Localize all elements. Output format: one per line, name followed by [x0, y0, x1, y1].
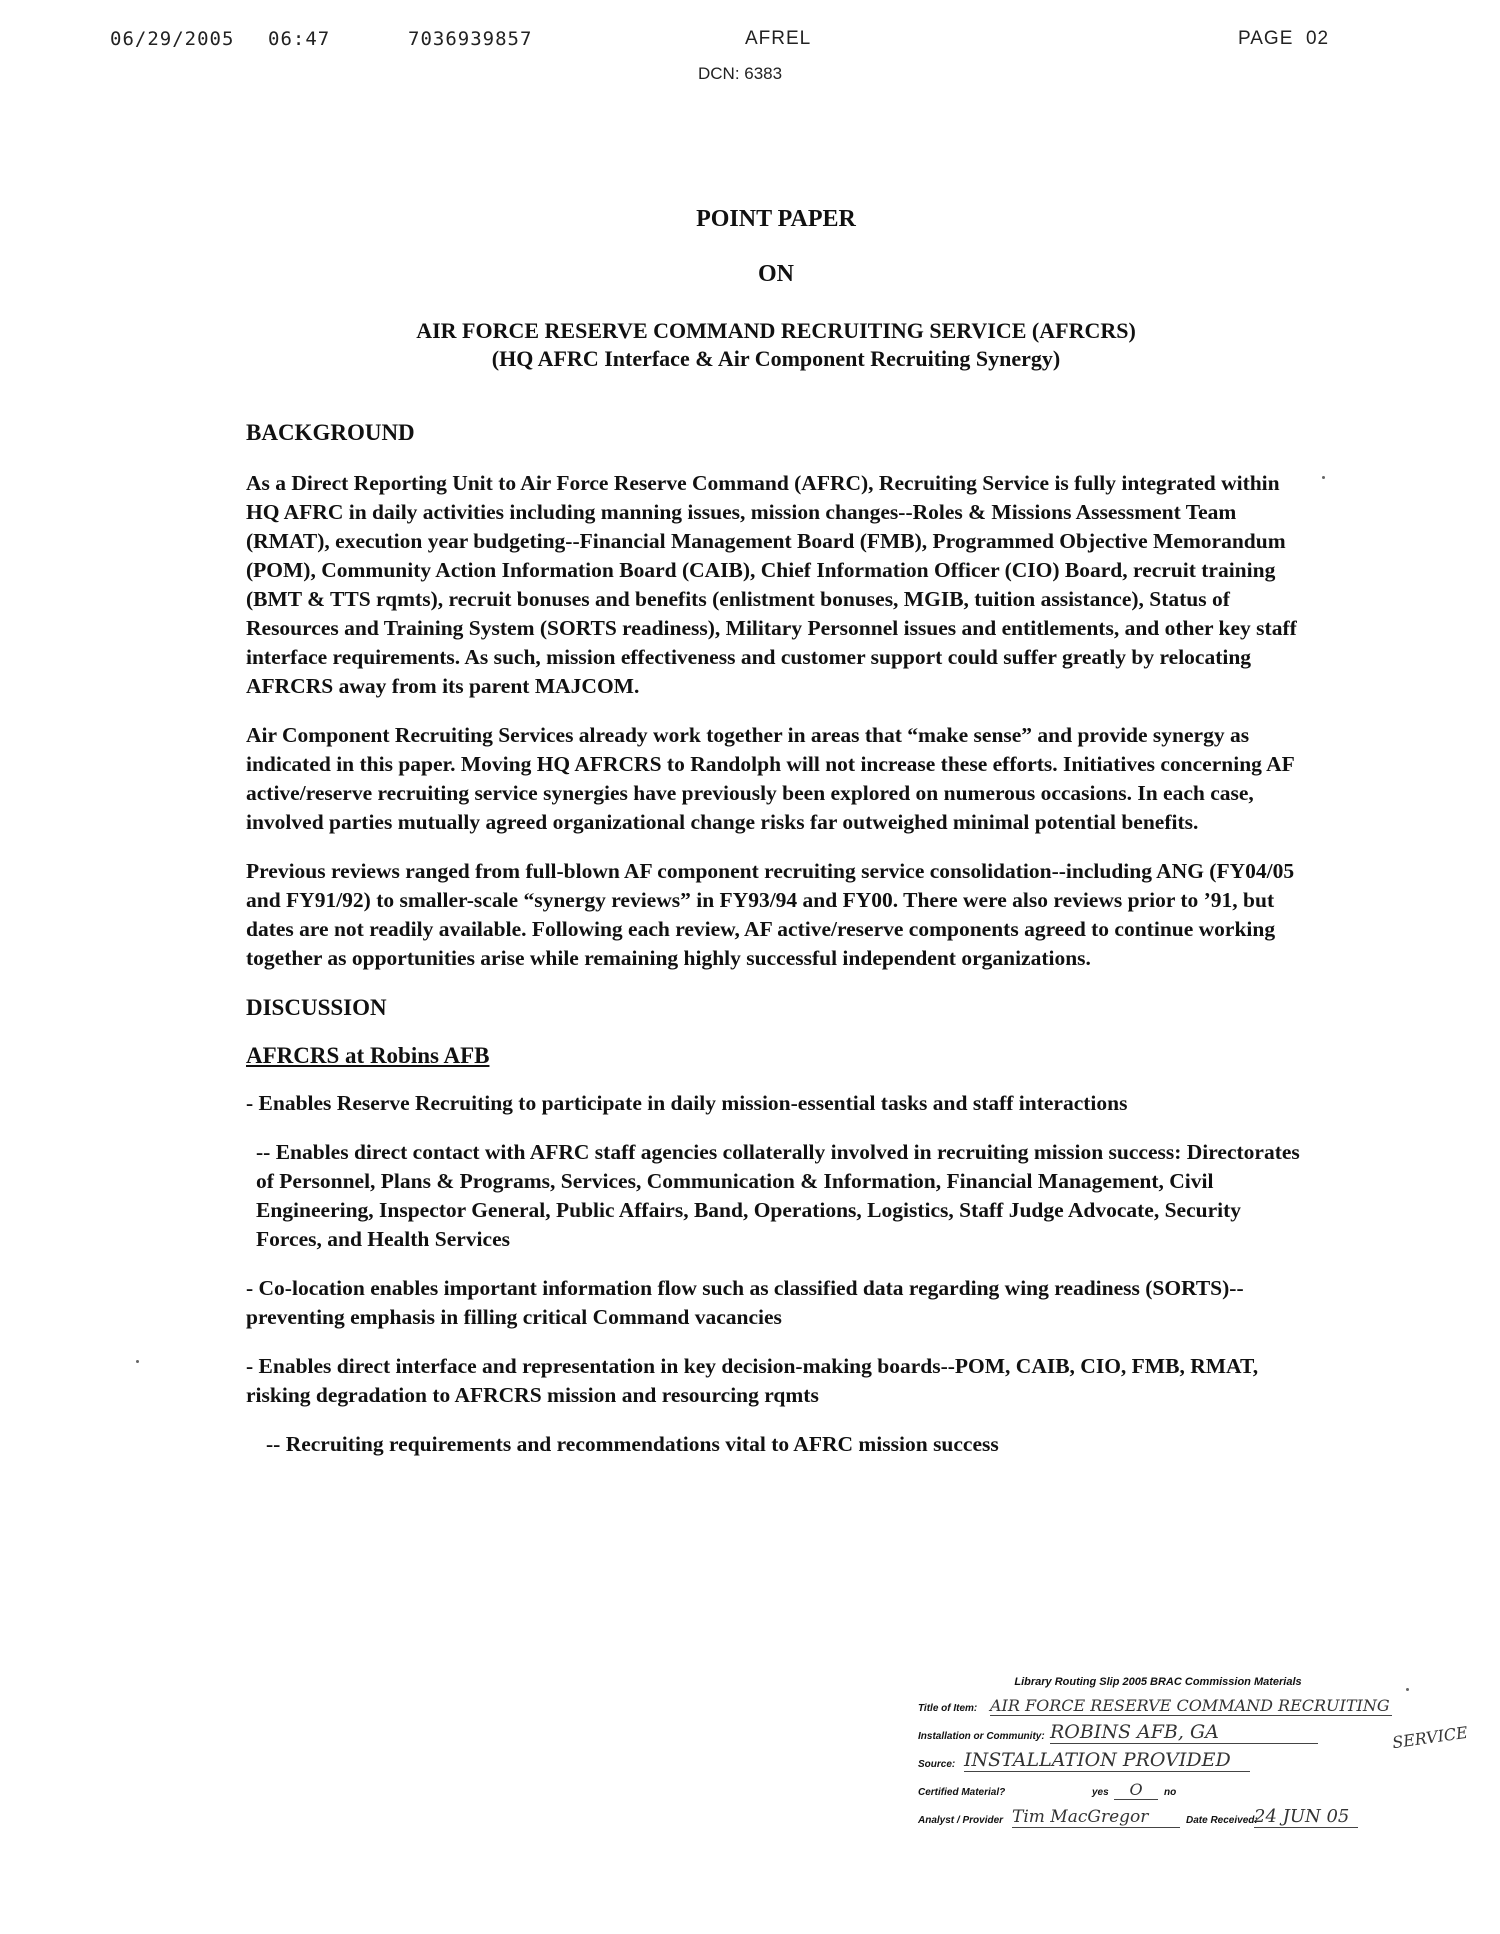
slip-date-label: Date Received:	[1186, 1815, 1258, 1826]
bullet-item: - Enables direct interface and representation in key decision-making boards--POM, CAIB, CIO, FMB, RMAT, risking degradation to AFRCRS mission and resourcing rqmts	[246, 1354, 1259, 1407]
slip-installation-value: ROBINS AFB, GA	[1050, 1721, 1318, 1744]
fax-page: PAGE 02	[1238, 28, 1330, 49]
scan-speck	[136, 1360, 139, 1363]
discussion-heading: DISCUSSION	[246, 995, 387, 1020]
slip-title-value: AIR FORCE RESERVE COMMAND RECRUITING	[990, 1696, 1392, 1716]
bullet-item: - Enables Reserve Recruiting to participate in daily mission-essential tasks and staff interactions	[246, 1091, 1128, 1115]
slip-installation-label: Installation or Community:	[918, 1731, 1045, 1742]
title-line-4: (HQ AFRC Interface & Air Component Recruiting Synergy)	[491, 346, 1061, 371]
slip-source-value: INSTALLATION PROVIDED	[964, 1749, 1250, 1772]
slip-source-label: Source:	[918, 1759, 956, 1770]
afrcrs-robins-subheading: AFRCRS at Robins AFB	[246, 1043, 490, 1068]
scan-speck	[1322, 476, 1325, 479]
title-line-2: ON	[758, 261, 794, 287]
slip-installation-row	[918, 1720, 1398, 1744]
fax-date: 06/29/2005	[110, 28, 235, 50]
slip-source-row	[918, 1748, 1398, 1772]
slip-analyst-value: Tim MacGregor	[1012, 1807, 1180, 1828]
slip-title-continuation: SERVICE	[1391, 1722, 1469, 1753]
fax-sender: AFREL	[745, 28, 812, 49]
bullet-item: - Co-location enables important information flow such as classified data regarding wing readiness (SORTS)--preventing emphasis in filling critical Command vacancies	[246, 1276, 1244, 1329]
slip-certified-row	[918, 1776, 1398, 1800]
fax-time: 06:47	[268, 28, 331, 50]
title-line-1: POINT PAPER	[696, 206, 856, 232]
slip-title-label: Title of Item:	[918, 1703, 978, 1714]
library-routing-slip	[918, 1676, 1398, 1828]
slip-title-row	[918, 1692, 1398, 1716]
point-paper	[246, 200, 1306, 1459]
background-heading: BACKGROUND	[246, 420, 415, 445]
title-line-3: AIR FORCE RESERVE COMMAND RECRUITING SERVICE (AFRCRS)	[416, 318, 1136, 343]
scan-speck	[1406, 1688, 1409, 1691]
fax-number: 7036939857	[408, 28, 533, 50]
background-paragraph-3: Previous reviews ranged from full-blown AF component recruiting service consolidation--including ANG (FY04/05 and FY91/92) to smaller-scale “synergy reviews” in FY93/94 and FY00. There were also reviews prior to ’91, but dates are not readily available. Following each review, AF active/reserve components agreed to continue working together as opportunities arise while remaining highly successful independent organizations.	[246, 859, 1295, 970]
bullet-item: -- Recruiting requirements and recommendations vital to AFRC mission success	[266, 1432, 999, 1456]
routing-slip-header: Library Routing Slip 2005 BRAC Commission Materials	[1014, 1676, 1302, 1688]
slip-certified-no: no	[1164, 1787, 1177, 1798]
slip-analyst-label: Analyst / Provider	[918, 1815, 1004, 1826]
background-paragraph-2: Air Component Recruiting Services already work together in areas that “make sense” and provide synergy as indicated in this paper. Moving HQ AFRCRS to Randolph will not increase these efforts. Initiatives concerning AF active/reserve recruiting service synergies have previously been explored on numerous occasions. In each case, involved parties mutually agreed organizational change risks far outweighed minimal potential benefits.	[246, 723, 1294, 834]
slip-date-value: 24 JUN 05	[1254, 1806, 1358, 1828]
slip-certified-label: Certified Material?	[918, 1787, 1006, 1798]
bullet-item: -- Enables direct contact with AFRC staff agencies collaterally involved in recruiting mission success: Directorates of Personnel, Plans & Programs, Services, Communication & Information, Financial Management, Civil Engineering, Inspector General, Public Affairs, Band, Operations, Logistics, Staff Judge Advocate, Security Forces, and Health Services	[256, 1140, 1300, 1251]
background-paragraph-1: As a Direct Reporting Unit to Air Force Reserve Command (AFRC), Recruiting Service is fully integrated within HQ AFRC in daily activities including manning issues, mission changes--Roles & Missions Assessment Team (RMAT), execution year budgeting--Financial Management Board (FMB), Programmed Objective Memorandum (POM), Community Action Information Board (CAIB), Chief Information Officer (CIO) Board, recruit training (BMT & TTS rqmts), recruit bonuses and benefits (enlistment bonuses, MGIB, tuition assistance), Status of Resources and Training System (SORTS readiness), Military Personnel issues and entitlements, and other key staff interface requirements. As such, mission effectiveness and customer support could suffer greatly by relocating AFRCRS away from its parent MAJCOM.	[246, 471, 1297, 698]
slip-certified-yes: yes	[1092, 1787, 1109, 1798]
dcn-number: DCN: 6383	[698, 64, 783, 83]
slip-analyst-row	[918, 1804, 1398, 1828]
slip-certified-mark: O	[1114, 1780, 1158, 1800]
